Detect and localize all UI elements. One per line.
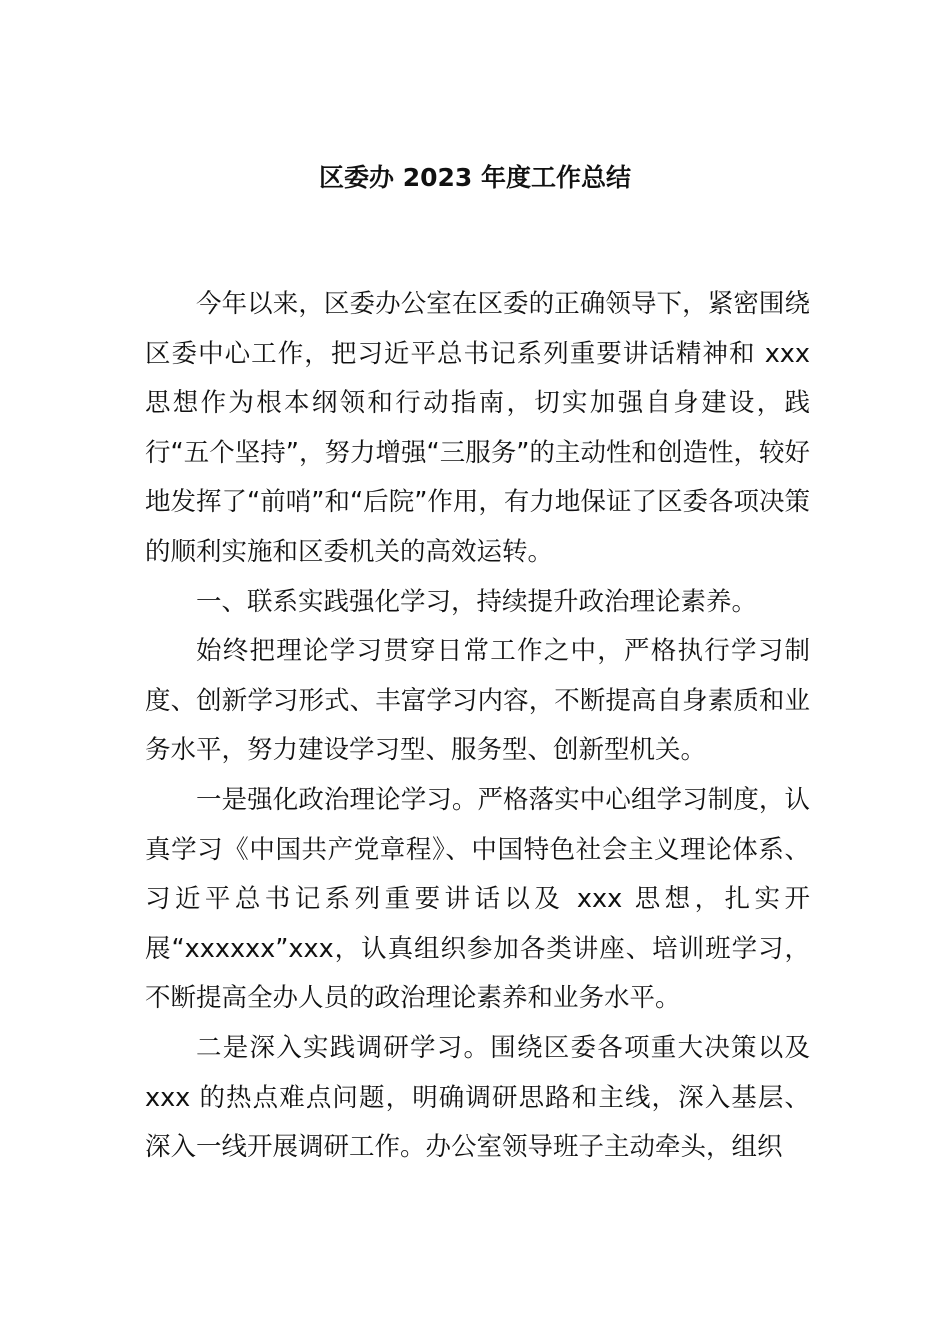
document-title: 区委办 2023 年度工作总结 xyxy=(319,163,631,192)
section-1-paragraph: 始终把理论学习贯穿日常工作之中，严格执行学习制度、创新学习形式、丰富学习内容，不断提高自身素质和业务水平，努力建设学习型、服务型、创新型机关。 xyxy=(145,636,810,766)
point-1-paragraph: 一是强化政治理论学习。严格落实中心组学习制度，认真学习《中国共产党章程》、中国特色社会主义理论体系、习近平总书记系列重要讲话以及 xxx 思想，扎实开展“xxxxxx”xxx，认真组织参加各类讲座、培训班学习，不断提高全办人员的政治理论素养和业务水平。 xyxy=(145,784,810,1014)
intro-paragraph: 今年以来，区委办公室在区委的正确领导下，紧密围绕区委中心工作，把习近平总书记系列重要讲话精神和 xxx 思想作为根本纲领和行动指南，切实加强自身建设，践行“五个坚持”，努力增强“三服务”的主动性和创造性，较好地发挥了“前哨”和“后院”作用，有力地保证了区委各项决策的顺利实施和区委机关的高效运转。 xyxy=(145,289,810,567)
document-body xyxy=(145,280,810,1173)
section-heading-1: 一、联系实践强化学习，持续提升政治理论素养。 xyxy=(196,586,758,617)
point-2-paragraph: 二是深入实践调研学习。围绕区委各项重大决策以及 xxx 的热点难点问题，明确调研思路和主线，深入基层、深入一线开展调研工作。办公室领导班子主动牵头，组织 xyxy=(145,1032,810,1163)
